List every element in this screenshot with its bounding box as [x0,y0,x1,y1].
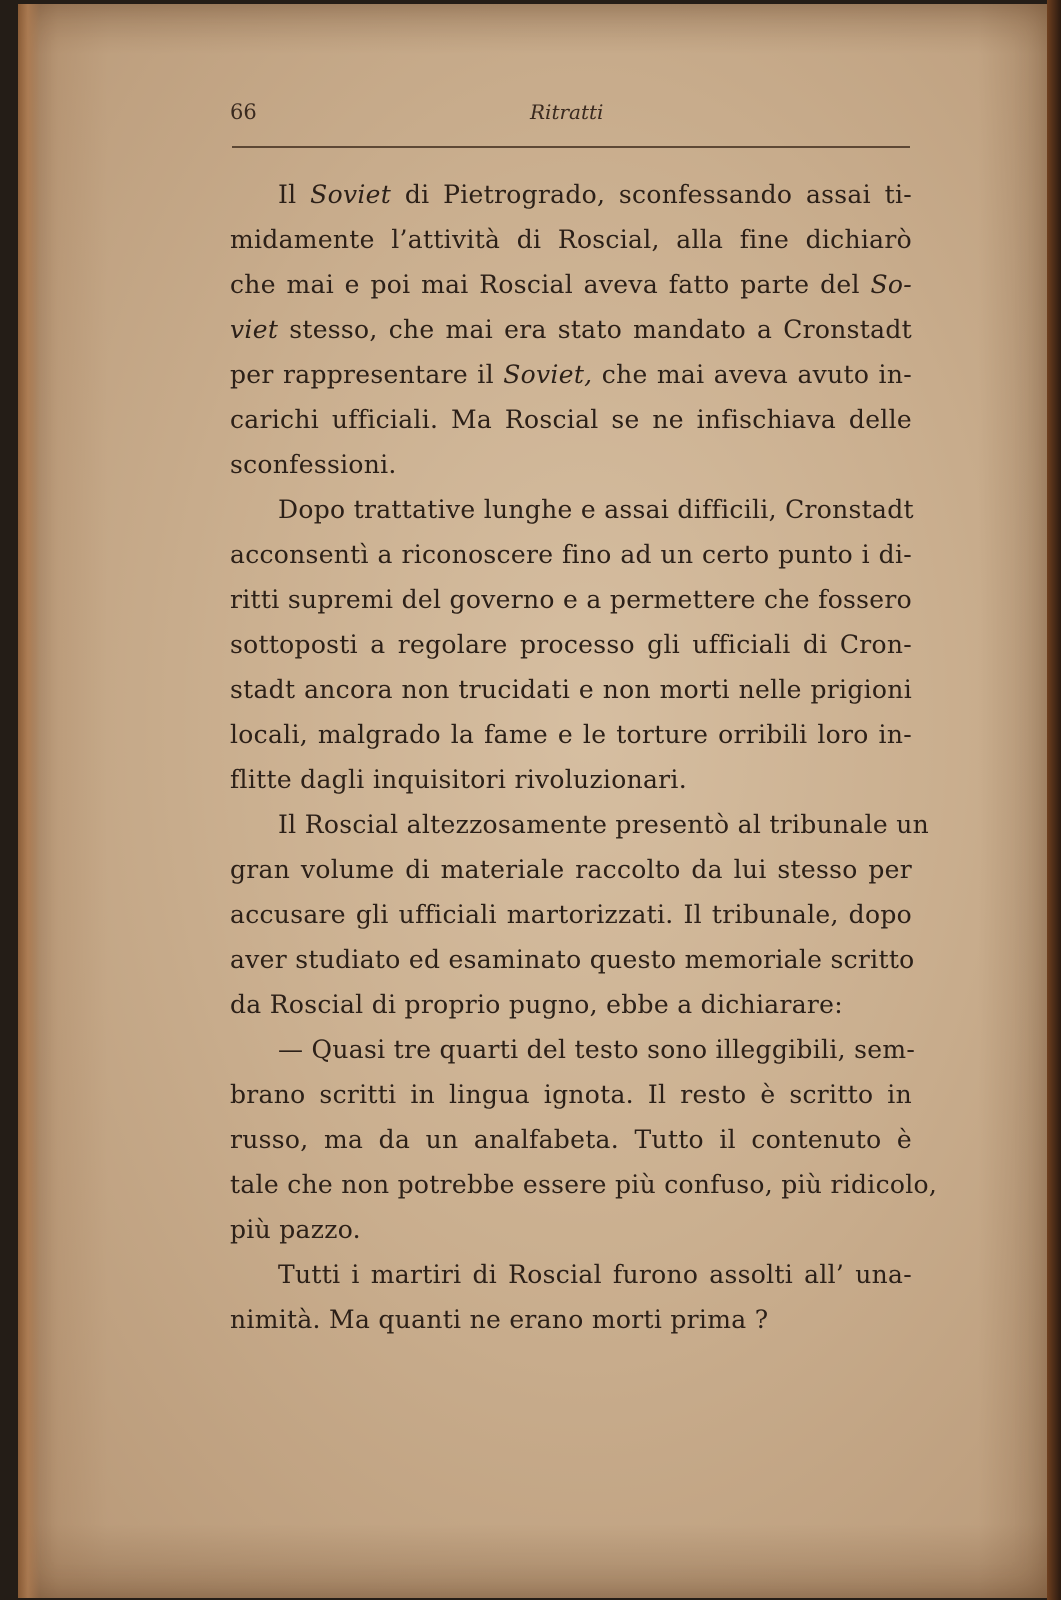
running-head [230,100,910,130]
page-left-edge [18,4,40,1598]
running-title: Ritratti [530,100,604,124]
text-line: gran volume di materiale raccolto da lui stesso per [230,855,912,884]
text-line: Il Soviet di Pietrogrado, sconfessando assai ti- [278,180,912,209]
text-line: nimità. Ma quanti ne erano morti prima ? [230,1305,769,1334]
text-line: ritti supremi del governo e a permettere che fossero [230,585,912,614]
page-number: 66 [230,100,257,124]
text-line: midamente l’attività di Roscial, alla fine dichiarò [230,225,912,254]
text-line: locali, malgrado la fame e le torture orribili loro in- [230,720,912,749]
text-line: stadt ancora non trucidati e non morti nelle prigioni [230,675,912,704]
text-line: russo, ma da un analfabeta. Tutto il contenuto è [230,1125,912,1154]
text-line: sconfessioni. [230,450,397,479]
body-text [230,172,938,1342]
text-line: tale che non potrebbe essere più confuso, più ridicolo, [230,1170,938,1199]
book-cover-edge [1047,0,1061,1600]
text-line: viet stesso, che mai era stato mandato a Cronstadt [230,315,912,344]
text-line: Dopo trattative lunghe e assai difficili, Cronstadt [278,495,914,524]
text-line: brano scritti in lingua ignota. Il resto è scritto in [230,1080,912,1109]
header-rule [232,146,910,148]
text-line: più pazzo. [230,1215,361,1244]
text-line: Il Roscial altezzosamente presentò al tribunale un [278,810,930,839]
text-line: carichi ufficiali. Ma Roscial se ne infischiava delle [230,405,912,434]
text-line: sottoposti a regolare processo gli ufficiali di Cron- [230,630,912,659]
text-line: aver studiato ed esaminato questo memoriale scritto [230,945,915,974]
text-line: flitte dagli inquisitori rivoluzionari. [230,765,687,794]
text-line: Tutti i martiri di Roscial furono assolti all’ una- [278,1260,912,1289]
text-line: che mai e poi mai Roscial aveva fatto parte del So- [230,270,912,299]
text-line: per rappresentare il Soviet, che mai aveva avuto in- [230,360,912,389]
text-line: — Quasi tre quarti del testo sono illeggibili, sem- [278,1035,916,1064]
text-line: accusare gli ufficiali martorizzati. Il tribunale, dopo [230,900,912,929]
text-line: da Roscial di proprio pugno, ebbe a dichiarare: [230,990,843,1019]
text-line: acconsentì a riconoscere fino ad un certo punto i di- [230,540,912,569]
